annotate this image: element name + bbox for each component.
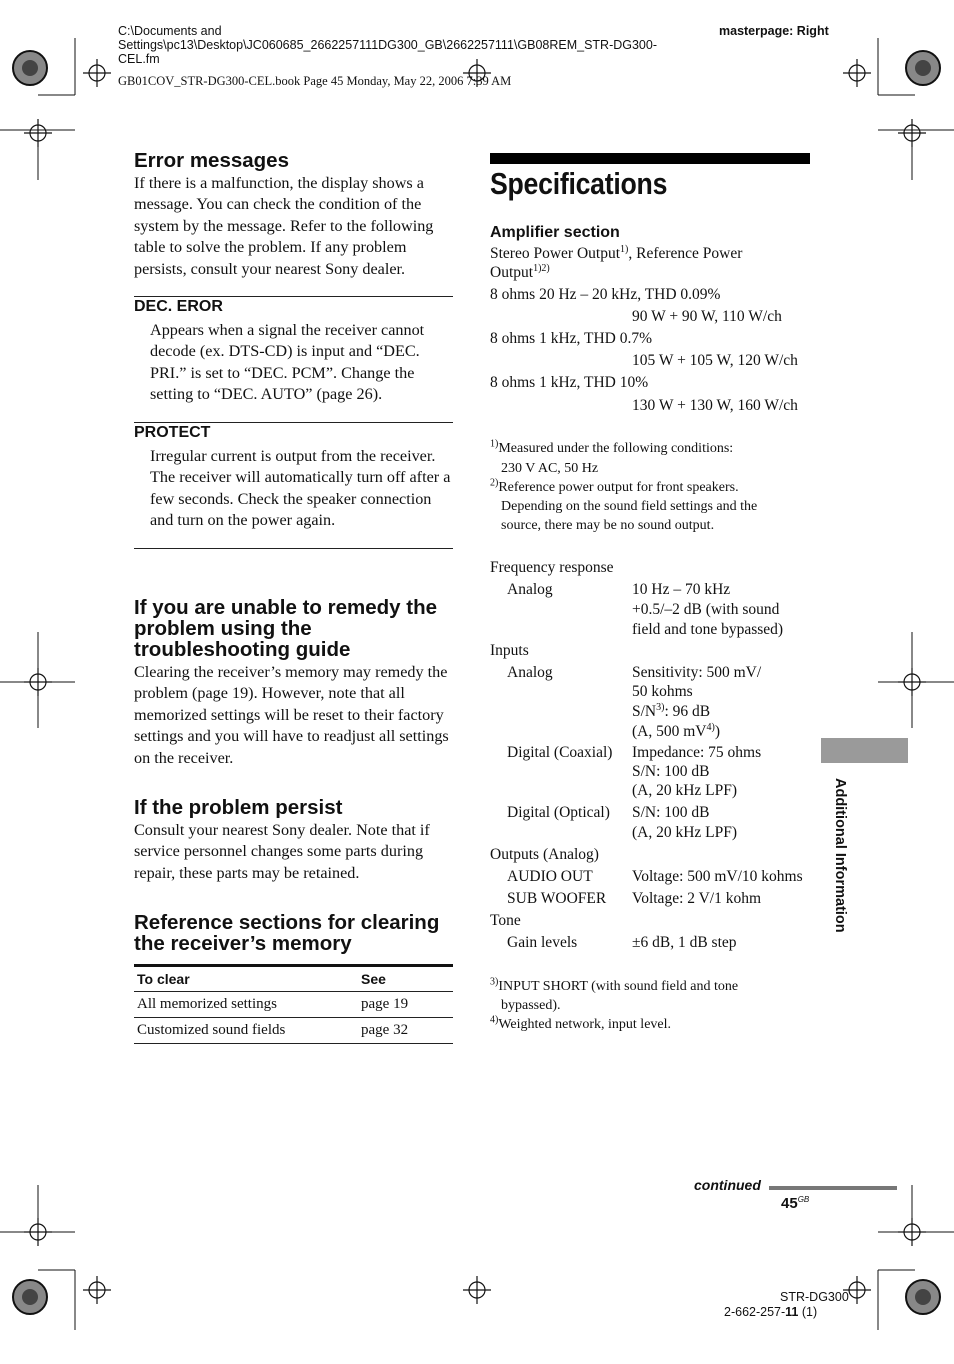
analog-label: Analog (507, 581, 553, 598)
coaxial-label: Digital (Coaxial) (507, 744, 613, 761)
text: : 96 dB (664, 703, 711, 720)
tone-label: Tone (490, 912, 521, 929)
table-cell: page 32 (358, 1018, 453, 1044)
input-value: Sensitivity: 500 mV/ (632, 664, 762, 681)
freq-value: 10 Hz – 70 kHz (632, 581, 731, 598)
table-row (134, 992, 453, 1018)
power-value-3: 130 W + 130 W, 160 W/ch (632, 397, 798, 414)
power-condition-1: 8 ohms 20 Hz – 20 kHz, THD 0.09% (490, 286, 721, 303)
protect-heading: PROTECT (134, 424, 211, 441)
text: INPUT SHORT (with sound field and tone (498, 979, 739, 994)
page-number (781, 1195, 809, 1212)
error-messages-heading: Error messages (134, 149, 289, 172)
text: 2-662-257- (724, 1305, 786, 1319)
footnote-2-cont: source, there may be no sound output. (501, 518, 715, 533)
col-see: See (358, 966, 453, 992)
footnote-4 (490, 1015, 671, 1034)
coaxial-value: Impedance: 75 ohms (632, 744, 762, 761)
table-cell: page 19 (358, 992, 453, 1018)
persist-text: Consult your nearest Sony dealer. Note that if service personnel changes some parts during repair, these parts may be retained. (134, 821, 430, 882)
audio-out-value: Voltage: 500 mV/10 kohms (632, 868, 803, 885)
model-number: STR-DG300 (780, 1290, 849, 1304)
amplifier-heading: Amplifier section (490, 224, 620, 241)
footnote-2-cont: Depending on the sound field settings and the (501, 499, 758, 514)
text: 45 (781, 1195, 798, 1212)
side-tab-label: Additional Information (832, 778, 848, 933)
footnote-ref: 4) (706, 721, 715, 733)
continued-bar (769, 1186, 897, 1190)
table-cell: Customized sound fields (134, 1018, 358, 1044)
footnote-ref: 2) (490, 477, 499, 489)
optical-label: Digital (Optical) (507, 804, 610, 821)
text: Measured under the following conditions: (498, 441, 734, 456)
optical-value: (A, 20 kHz LPF) (632, 824, 738, 841)
text: Weighted network, input level. (498, 1017, 672, 1032)
text: (A, 500 mV (632, 723, 707, 740)
inputs-label: Inputs (490, 642, 529, 659)
dec-eror-heading: DEC. EROR (134, 298, 223, 315)
section-tab-block (821, 738, 908, 763)
footnote-ref: 4) (490, 1014, 499, 1026)
divider (134, 548, 453, 549)
freq-value: +0.5/–2 dB (with sound (632, 601, 780, 618)
gain-label: Gain levels (507, 934, 578, 951)
divider (134, 296, 453, 297)
frequency-label: Frequency response (490, 559, 614, 576)
masterpage-label: masterpage: Right (719, 24, 829, 38)
unable-text: Clearing the receiver’s memory may remedy the problem (page 19). However, note that all memorized settings will be reset to their factory settings and you will have to readjust all settings on the receiver. (134, 663, 449, 767)
text: , Reference Power (628, 245, 743, 262)
persist-heading: If the problem persist (134, 796, 343, 819)
optical-value: S/N: 100 dB (632, 804, 710, 821)
footnote-ref: 1) (490, 438, 499, 450)
file-path: C:\Documents and Settings\pc13\Desktop\JC060685_2662257111DG300_GB\2662257111\GB08REM_STR-DG300-CEL.fm (118, 24, 658, 66)
dec-eror-text: Appears when a signal the receiver cannot decode (ex. DTS-CD) is input and “DEC. PRI.” is set to “DEC. PCM”. Change the setting to “DEC. AUTO” (page 26). (150, 321, 425, 404)
power-value-1: 90 W + 90 W, 110 W/ch (632, 308, 782, 325)
footnote-3-cont: bypassed). (501, 998, 561, 1013)
coaxial-value: (A, 20 kHz LPF) (632, 782, 738, 799)
reference-heading: Reference sections for clearing the receiver’s memory (134, 911, 440, 955)
specifications-title: Specifications (490, 166, 668, 201)
table-cell: All memorized settings (134, 992, 358, 1018)
gain-value: ±6 dB, 1 dB step (632, 934, 737, 951)
coaxial-value: S/N: 100 dB (632, 763, 710, 780)
footnote-2 (490, 478, 739, 497)
outputs-label: Outputs (Analog) (490, 846, 599, 863)
table-header-row (134, 966, 453, 992)
text: S/N (632, 703, 657, 720)
input-value (632, 722, 720, 742)
text: ) (714, 723, 720, 740)
stereo-power-label (490, 244, 742, 264)
divider (134, 422, 453, 423)
text: Output (490, 264, 534, 281)
clear-memory-table (134, 964, 453, 1044)
power-condition-3: 8 ohms 1 kHz, THD 10% (490, 374, 649, 391)
audio-out-label: AUDIO OUT (507, 868, 593, 885)
footnote-3 (490, 977, 738, 996)
book-info: GB01COV_STR-DG300-CEL.book Page 45 Monday, May 22, 2006 7:39 AM (118, 74, 512, 88)
col-to-clear: To clear (134, 966, 358, 992)
power-value-2: 105 W + 105 W, 120 W/ch (632, 352, 798, 369)
freq-value: field and tone bypassed) (632, 621, 784, 638)
input-value (632, 702, 710, 722)
footnote-ref: 1)2) (533, 262, 550, 274)
unable-heading: If you are unable to remedy the problem using the troubleshooting guide (134, 596, 438, 661)
sub-woofer-value: Voltage: 2 V/1 kohm (632, 890, 762, 907)
text: 11 (785, 1305, 799, 1319)
protect-text: Irregular current is output from the receiver. The receiver will automatically turn off after a few seconds. Check the speaker connection and turn on the power again. (150, 447, 451, 530)
title-bar (490, 153, 810, 164)
error-intro: If there is a malfunction, the display shows a message. You can check the condition of the system by the message. Refer to the following table to solve the problem. If any problem persists, consult your nearest Sony dealer. (134, 174, 434, 278)
part-code (724, 1305, 817, 1319)
footnote-ref: 3) (656, 701, 665, 713)
continued-label: continued (694, 1177, 761, 1193)
page-suffix: GB (797, 1195, 810, 1204)
table-row (134, 1018, 453, 1044)
footnote-ref: 1) (620, 243, 629, 255)
power-condition-2: 8 ohms 1 kHz, THD 0.7% (490, 330, 653, 347)
footnote-1-cont: 230 V AC, 50 Hz (501, 461, 599, 476)
text: Reference power output for front speakers. (498, 480, 739, 495)
text: (1) (798, 1305, 818, 1319)
input-value: 50 kohms (632, 683, 693, 700)
footnote-1 (490, 439, 733, 458)
footnote-ref: 3) (490, 976, 499, 988)
text: Stereo Power Output (490, 245, 621, 262)
analog-label: Analog (507, 664, 553, 681)
output-label (490, 263, 550, 283)
sub-woofer-label: SUB WOOFER (507, 890, 607, 907)
